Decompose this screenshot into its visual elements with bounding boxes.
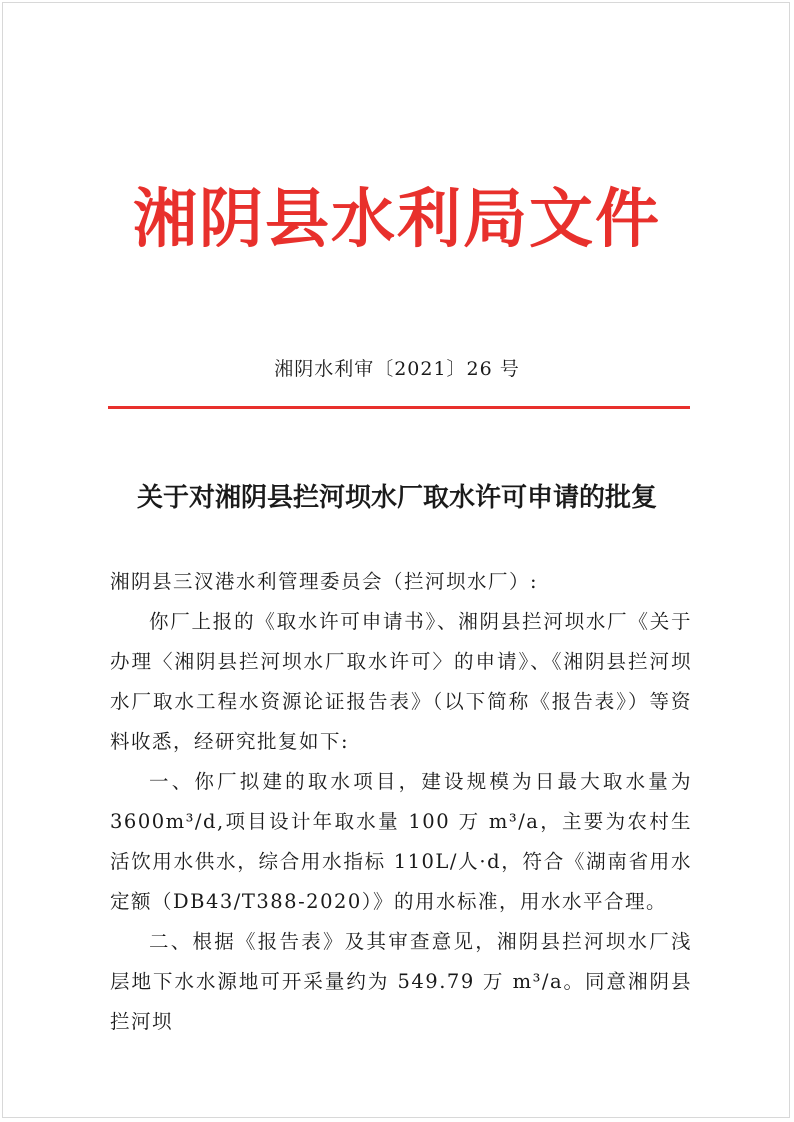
body-paragraph-intro: 你厂上报的《取水许可申请书》、湘阴县拦河坝水厂《关于办理〈湘阴县拦河坝水厂取水许可〉的申请》、《湘阴县拦河坝水厂取水工程水资源论证报告表》（以下简称《报告表》）等资料收悉，经研究批复如下: — [110, 610, 692, 753]
salutation: 湘阴县三汊港水利管理委员会（拦河坝水厂）: — [110, 570, 539, 593]
body-paragraph-item-1: 一、你厂拟建的取水项目，建设规模为日最大取水量为3600m³/d,项目设计年取水量 100 万 m³/a，主要为农村生活饮用水供水，综合用水指标 110L/人·d，符合《湖南省用水定额（DB43/T388-2020）》的用水标准，用水水平合理。 — [110, 770, 692, 913]
document-body — [110, 562, 692, 1042]
body-paragraph-item-2: 二、根据《报告表》及其审查意见，湘阴县拦河坝水厂浅层地下水水源地可开采量约为 549.79 万 m³/a。同意湘阴县拦河坝 — [110, 930, 692, 1033]
red-divider-line — [108, 406, 690, 409]
document-title: 关于对湘阴县拦河坝水厂取水许可申请的批复 — [136, 483, 657, 513]
document-masthead: 湘阴县水利局文件 — [133, 183, 661, 257]
document-number: 湘阴水利审〔2021〕26 号 — [274, 358, 520, 380]
